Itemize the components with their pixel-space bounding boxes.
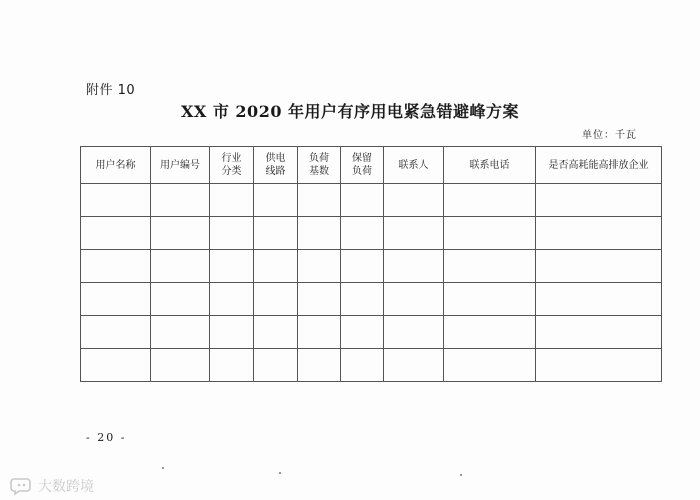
header-supply-line [254,147,298,184]
header-text-line1: 负荷 [309,153,329,164]
table-cell[interactable] [151,283,210,316]
header-user-name [81,147,151,184]
table-cell[interactable] [298,283,341,316]
table-cell[interactable] [444,250,536,283]
table-cell[interactable] [384,250,444,283]
header-text-line1: 供电 [265,153,286,164]
table-cell[interactable] [210,283,254,316]
unit-label: 单位：千瓦 [582,130,637,141]
header-contact-person [384,147,444,184]
table-cell[interactable] [444,349,536,382]
table-cell[interactable] [536,283,662,316]
table-cell[interactable] [536,316,662,349]
header-text-line1: 行业 [221,153,242,164]
table-cell[interactable] [384,283,444,316]
header-text: 是否高耗能高排放企业 [548,159,649,171]
table-cell[interactable] [298,184,341,217]
table-cell[interactable] [151,184,210,217]
header-text-line2: 线路 [265,166,286,177]
table-cell[interactable] [151,217,210,250]
header-load-base [298,147,341,184]
table-cell[interactable] [254,217,298,250]
table-cell[interactable] [384,316,444,349]
table-cell[interactable] [298,316,341,349]
header-text: 联系人 [398,159,429,171]
table-cell[interactable] [254,283,298,316]
table-cell[interactable] [298,349,341,382]
table-cell[interactable] [384,349,444,382]
peak-shifting-table [80,146,662,382]
table-cell[interactable] [151,349,210,382]
table-cell[interactable] [81,283,151,316]
table-row [81,184,662,217]
watermark [10,476,94,496]
table-cell[interactable] [536,217,662,250]
header-text: 用户编号 [160,159,200,171]
table-cell[interactable] [298,250,341,283]
table-cell[interactable] [210,349,254,382]
table-cell[interactable] [384,217,444,250]
table-cell[interactable] [81,349,151,382]
table-cell[interactable] [254,184,298,217]
table-row [81,283,662,316]
table-cell[interactable] [341,349,384,382]
table-row [81,217,662,250]
table-header-row [81,147,662,184]
header-high-energy-enterprise [536,147,662,184]
table-cell[interactable] [210,217,254,250]
speech-bubble-logo-icon [10,477,34,495]
table-cell[interactable] [81,250,151,283]
header-contact-phone [444,147,536,184]
table-cell[interactable] [536,250,662,283]
watermark-text: 大数跨境 [38,479,94,495]
table-cell[interactable] [341,250,384,283]
table-cell[interactable] [210,250,254,283]
document-title: XX 市 2020 年用户有序用电紧急错避峰方案 [180,102,520,121]
header-text-line1: 保留 [352,153,372,164]
table-cell[interactable] [81,316,151,349]
table-cell[interactable] [536,184,662,217]
table-cell[interactable] [254,316,298,349]
table-cell[interactable] [81,184,151,217]
header-industry-category [210,147,254,184]
header-text: 用户名称 [95,159,136,171]
table-row [81,316,662,349]
header-text: 联系电话 [469,159,510,171]
table-row [81,349,662,382]
table-cell[interactable] [536,349,662,382]
table-cell[interactable] [254,349,298,382]
table-cell[interactable] [341,283,384,316]
header-text-line2: 分类 [221,166,242,177]
attachment-label: 附件 10 [86,83,136,98]
table-cell[interactable] [210,316,254,349]
table-cell[interactable] [444,184,536,217]
header-text-line2: 基数 [309,166,329,177]
table-cell[interactable] [341,184,384,217]
table-cell[interactable] [444,316,536,349]
table-cell[interactable] [210,184,254,217]
table-body [81,184,662,382]
table-cell[interactable] [81,217,151,250]
header-reserved-load [341,147,384,184]
header-user-id [151,147,210,184]
page-number: - 20 - [86,431,127,444]
table-row [81,250,662,283]
table-cell[interactable] [151,316,210,349]
table-cell[interactable] [444,217,536,250]
header-text-line2: 负荷 [352,166,372,177]
table-cell[interactable] [341,217,384,250]
table-cell[interactable] [341,316,384,349]
table-cell[interactable] [151,250,210,283]
table-cell[interactable] [254,250,298,283]
table-cell[interactable] [444,283,536,316]
table-cell[interactable] [298,217,341,250]
table-cell[interactable] [384,184,444,217]
